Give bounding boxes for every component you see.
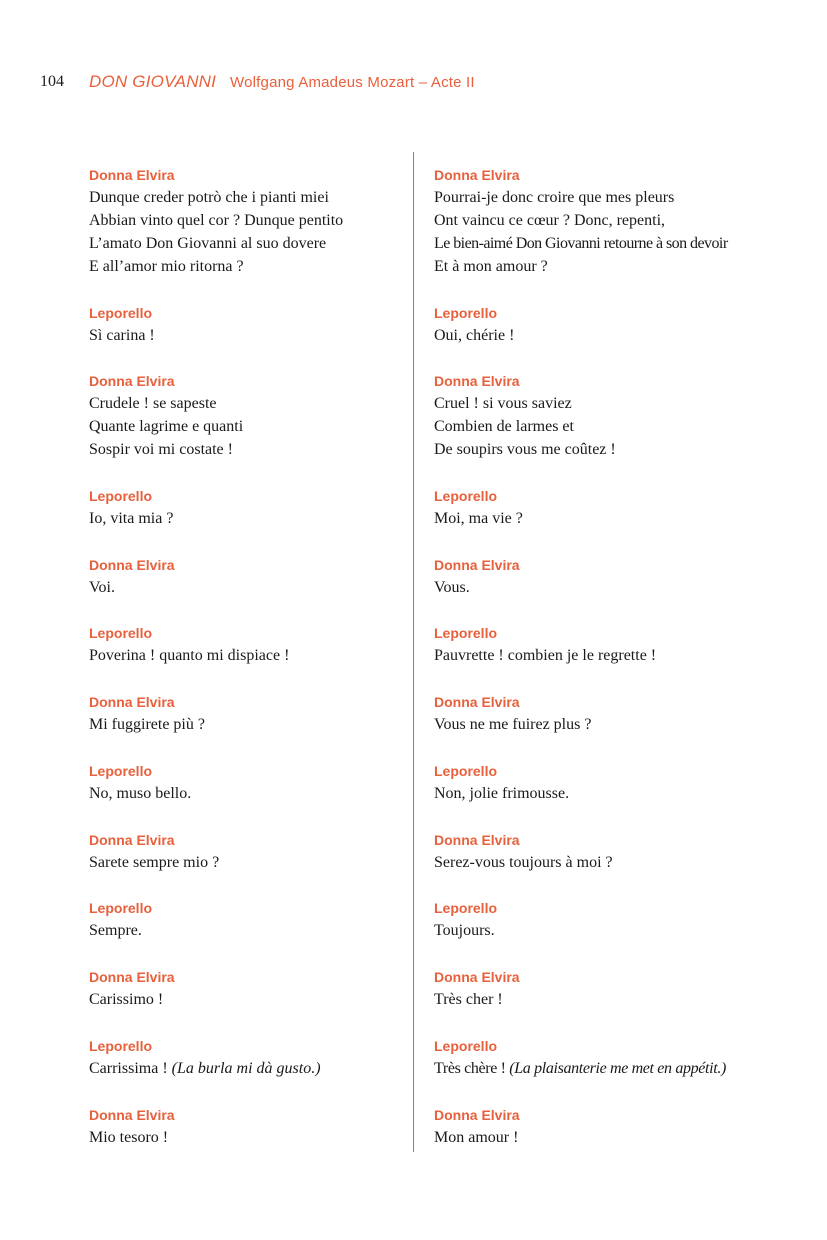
- verse-line: Serez-vous toujours à moi ?: [434, 854, 613, 871]
- verse-line: Ont vaincu ce cœur ? Donc, repenti,: [434, 212, 666, 229]
- verse-line: Sì carina !: [89, 327, 155, 344]
- speaker-name: Donna Elvira: [89, 694, 175, 710]
- verse-line: Io, vita mia ?: [89, 510, 174, 527]
- speaker-name: Leporello: [89, 900, 153, 916]
- dialogue-entry: [89, 829, 399, 874]
- dialogue-entry: [89, 554, 399, 599]
- dialogue-entry: [89, 1104, 399, 1149]
- dialogue-entry: [89, 485, 399, 530]
- verse-line: Oui, chérie !: [434, 327, 515, 344]
- dialogue-entry: [434, 829, 774, 874]
- verse-line: Sospir voi mi costate !: [89, 441, 233, 458]
- verse-line: Et à mon amour ?: [434, 258, 548, 275]
- speaker-name: Leporello: [434, 1038, 498, 1054]
- speaker-name: Donna Elvira: [89, 832, 175, 848]
- page-number: 104: [40, 73, 64, 90]
- verse-line: Sempre.: [89, 922, 142, 939]
- verse-line: Le bien-aimé Don Giovanni retourne à son devoir: [434, 235, 728, 252]
- dialogue-entry: [434, 760, 774, 805]
- verse-text: Très chère !: [434, 1060, 510, 1077]
- speaker-name: Leporello: [434, 488, 498, 504]
- dialogue-entry: [89, 164, 399, 278]
- dialogue-entry: [434, 622, 774, 667]
- verse-line: Moi, ma vie ?: [434, 510, 523, 527]
- dialogue-entry: [434, 1104, 774, 1149]
- dialogue-entry: [434, 966, 774, 1011]
- verse-line: Poverina ! quanto mi dispiace !: [89, 647, 290, 664]
- speaker-name: Donna Elvira: [434, 969, 520, 985]
- verse-line: L’amato Don Giovanni al suo dovere: [89, 235, 327, 252]
- speaker-name: Leporello: [434, 900, 498, 916]
- speaker-name: Donna Elvira: [89, 969, 175, 985]
- dialogue-entry: [434, 164, 774, 278]
- dialogue-entry: [89, 691, 399, 736]
- verse-line: Pauvrette ! combien je le regrette !: [434, 647, 657, 664]
- speaker-name: Leporello: [434, 305, 498, 321]
- running-title: DON GIOVANNI: [89, 72, 217, 91]
- speaker-name: Leporello: [89, 1038, 153, 1054]
- dialogue-entry: [434, 897, 774, 942]
- dialogue-entry: [434, 1035, 774, 1080]
- dialogue-entry: [89, 302, 399, 347]
- dialogue-entry: [434, 554, 774, 599]
- verse-line: Mi fuggirete più ?: [89, 716, 205, 733]
- column-divider: [413, 152, 414, 1152]
- speaker-name: Leporello: [434, 763, 498, 779]
- dialogue-entry: [89, 1035, 399, 1080]
- verse-line: Vous ne me fuirez plus ?: [434, 716, 592, 733]
- verse-line: De soupirs vous me coûtez !: [434, 441, 616, 458]
- verse-line: Sarete sempre mio ?: [89, 854, 220, 871]
- speaker-name: Donna Elvira: [434, 694, 520, 710]
- verse-line: Crudele ! se sapeste: [89, 395, 217, 412]
- speaker-name: Donna Elvira: [89, 557, 175, 573]
- speaker-name: Donna Elvira: [434, 832, 520, 848]
- dialogue-entry: [89, 370, 399, 461]
- speaker-name: Leporello: [434, 625, 498, 641]
- verse-line: Pourrai-je donc croire que mes pleurs: [434, 189, 675, 206]
- verse-line: [434, 1057, 774, 1080]
- dialogue-entry: [434, 691, 774, 736]
- dialogue-entry: [89, 897, 399, 942]
- verse-line: Très cher !: [434, 991, 503, 1008]
- speaker-name: Donna Elvira: [89, 1107, 175, 1123]
- dialogue-entry: [434, 370, 774, 461]
- verse-line: Carissimo !: [89, 991, 164, 1008]
- verse-line: Mio tesoro !: [89, 1129, 169, 1146]
- verse-line: Cruel ! si vous saviez: [434, 395, 572, 412]
- speaker-name: Leporello: [89, 488, 153, 504]
- dialogue-entry: [89, 760, 399, 805]
- speaker-name: Donna Elvira: [434, 1107, 520, 1123]
- speaker-name: Donna Elvira: [434, 167, 520, 183]
- dialogue-entry: [434, 302, 774, 347]
- speaker-name: Donna Elvira: [89, 373, 175, 389]
- verse-line: Vous.: [434, 579, 470, 596]
- speaker-name: Donna Elvira: [89, 167, 175, 183]
- speaker-name: Leporello: [89, 625, 153, 641]
- dialogue-entry: [89, 966, 399, 1011]
- speaker-name: Leporello: [89, 305, 153, 321]
- verse-line: Toujours.: [434, 922, 495, 939]
- verse-line: No, muso bello.: [89, 785, 192, 802]
- verse-line: Voi.: [89, 579, 115, 596]
- verse-line: Abbian vinto quel cor ? Dunque pentito: [89, 212, 344, 229]
- stage-direction: (La plaisanterie me met en appétit.): [509, 1060, 726, 1077]
- verse-text: Carrissima !: [89, 1060, 172, 1077]
- speaker-name: Donna Elvira: [434, 373, 520, 389]
- running-subtitle: Wolfgang Amadeus Mozart – Acte II: [230, 74, 475, 91]
- verse-line: E all’amor mio ritorna ?: [89, 258, 244, 275]
- verse-line: [89, 1057, 399, 1080]
- verse-line: Mon amour !: [434, 1129, 519, 1146]
- dialogue-entry: [434, 485, 774, 530]
- verse-line: Dunque creder potrò che i pianti miei: [89, 189, 329, 206]
- verse-line: Quante lagrime e quanti: [89, 418, 244, 435]
- speaker-name: Leporello: [89, 763, 153, 779]
- stage-direction: (La burla mi dà gusto.): [171, 1060, 321, 1077]
- dialogue-entry: [89, 622, 399, 667]
- speaker-name: Donna Elvira: [434, 557, 520, 573]
- verse-line: Non, jolie frimousse.: [434, 785, 570, 802]
- verse-line: Combien de larmes et: [434, 418, 574, 435]
